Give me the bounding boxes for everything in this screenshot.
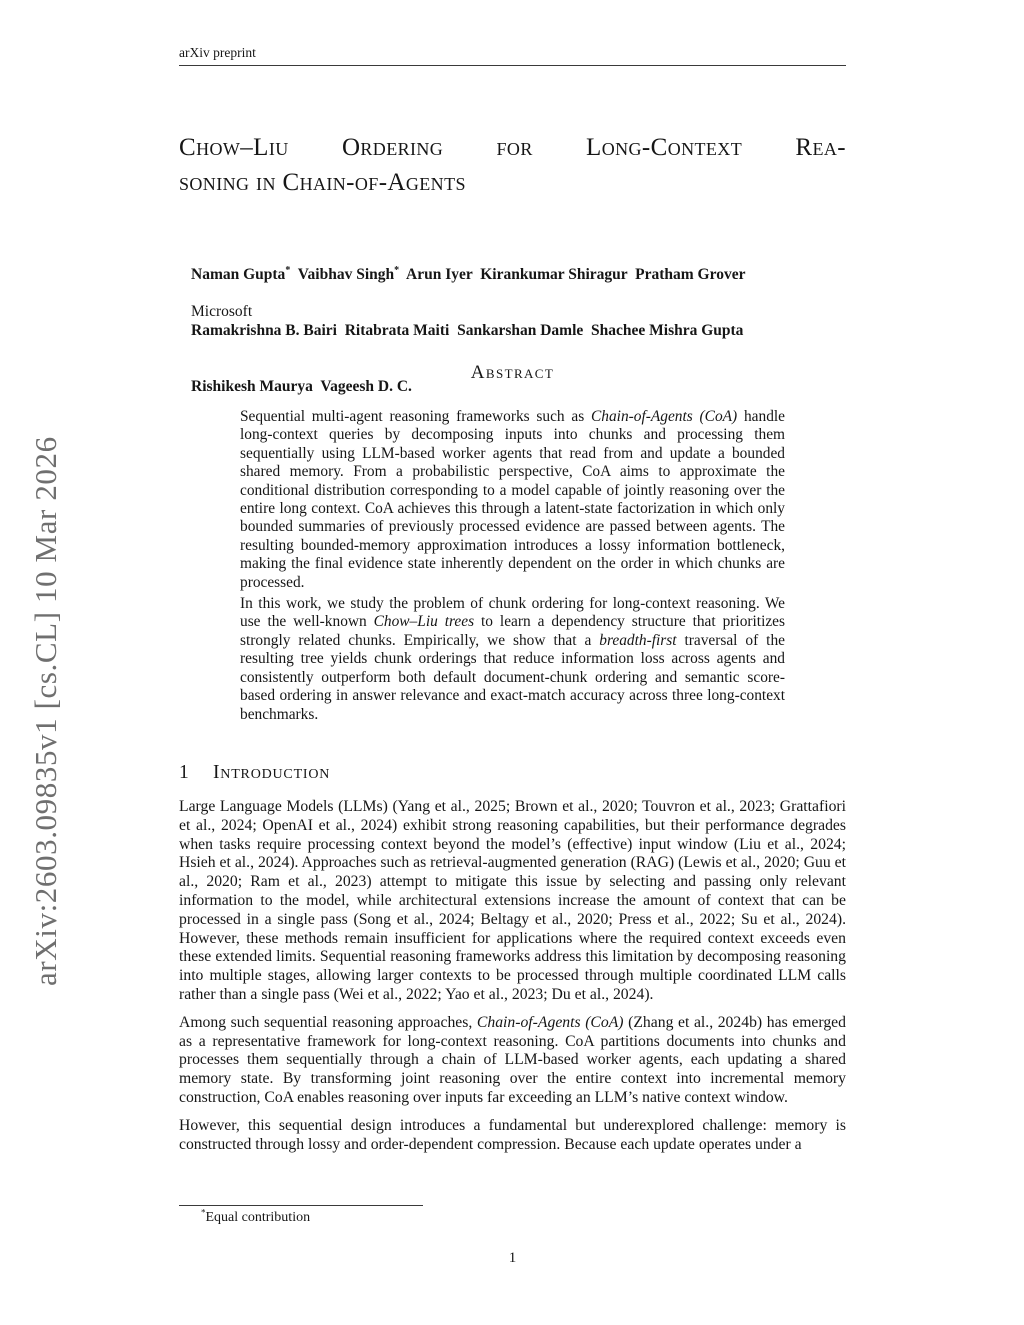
abstract-paragraph: In this work, we study the problem of chunk ordering for long-context reasoning. We use the well-known Chow–Liu trees to learn a dependency structure that prioritizes strongly related chunks. Empirically, we show that a breadth-first traversal of the resulting tree yields chunk orderings that reduce information loss across agents and consistently outperform both default document-chunk ordering and semantic score-based ordering in answer relevance and exact-match accuracy across three long-context benchmarks. bbox=[240, 595, 785, 723]
paper-title-line-1: Chow–Liu Ordering for Long-Context Rea- bbox=[179, 134, 846, 161]
body-paragraph: However, this sequential design introduces a fundamental but underexplored challenge: memory is constructed through lossy and order-dependent compression. Because each update operates under a bbox=[179, 1116, 846, 1153]
affiliation: Microsoft bbox=[191, 303, 253, 320]
abstract-heading: Abstract bbox=[470, 362, 555, 383]
introduction-body bbox=[179, 798, 846, 1154]
section-title: Introduction bbox=[213, 762, 331, 783]
abstract-body bbox=[240, 408, 785, 724]
footnote bbox=[179, 1209, 846, 1226]
footnote-text: *Equal contribution bbox=[201, 1207, 311, 1225]
footnote-rule bbox=[179, 1205, 423, 1206]
author-line: Naman Gupta* Vaibhav Singh* Arun Iyer Kirankumar Shiragur Pratham Grover bbox=[191, 265, 746, 284]
abstract-paragraph: Sequential multi-agent reasoning frameworks such as Chain-of-Agents (CoA) handle long-context queries by decomposing inputs into chunks and processing them sequentially using LLM-based worker agents that read from and update a bounded shared memory. From a probabilistic perspective, CoA aims to approximate the conditional distribution corresponding to a model capable of jointly reasoning over the entire long context. CoA achieves this through a latent-state factorization in which only bounded summaries of previously processed evidence are passed between agents. The resulting bounded-memory approximation introduces a lossy information bottleneck, making the final evidence state inherently dependent on the order in which chunks are processed. bbox=[240, 408, 786, 591]
section-heading-introduction bbox=[179, 762, 846, 784]
paper-title-line-2: soning in Chain-of-Agents bbox=[179, 169, 466, 196]
paper-title bbox=[179, 130, 846, 200]
body-paragraph: Among such sequential reasoning approaches, Chain-of-Agents (CoA) (Zhang et al., 2024b) has emerged as a representative framework for long-context reasoning. CoA partitions documents into chunks and processes them sequentially through a chain of LLM-based worker agents, each updating a shared memory state. By transforming joint reasoning over the entire context into incremental memory construction, CoA enables reasoning over inputs far exceeding an LLM’s native context window. bbox=[179, 1013, 846, 1106]
running-header bbox=[179, 46, 846, 66]
author-block bbox=[191, 229, 846, 415]
section-number: 1 bbox=[179, 762, 189, 783]
author-line: Rishikesh Maurya Vageesh D. C. bbox=[191, 377, 412, 395]
arxiv-watermark: arXiv:2603.09835v1 [cs.CL] 10 Mar 2026 bbox=[28, 436, 63, 986]
author-line: Ramakrishna B. Bairi Ritabrata Maiti Sankarshan Damle Shachee Mishra Gupta bbox=[191, 321, 744, 339]
page-number: 1 bbox=[508, 1250, 517, 1266]
running-header-text: arXiv preprint bbox=[179, 45, 256, 60]
body-paragraph: Large Language Models (LLMs) (Yang et al., 2025; Brown et al., 2020; Touvron et al., 2023; Grattafiori et al., 2024; OpenAI et al., 2024) exhibit strong reasoning capabilities, but their performance degrades when tasks require processing context beyond the model’s (effective) input window (Liu et al., 2024; Hsieh et al., 2024). Approaches such as retrieval-augmented generation (RAG) (Lewis et al., 2020; Guu et al., 2020; Ram et al., 2023) attempt to mitigate this issue by selecting and passing only relevant information to the model, while architectural extensions increase the amount of context that can be processed in a single pass (Song et al., 2024; Beltagy et al., 2020; Press et al., 2022; Su et al., 2024). However, these methods remain insufficient for applications where the required context exceeds even these extended limits. Sequential reasoning frameworks address this limitation by decomposing reasoning into multiple stages, allowing larger contexts to be processed through multiple coordinated LLM calls rather than a single pass (Wei et al., 2022; Yao et al., 2023; Du et al., 2024). bbox=[179, 798, 846, 1003]
